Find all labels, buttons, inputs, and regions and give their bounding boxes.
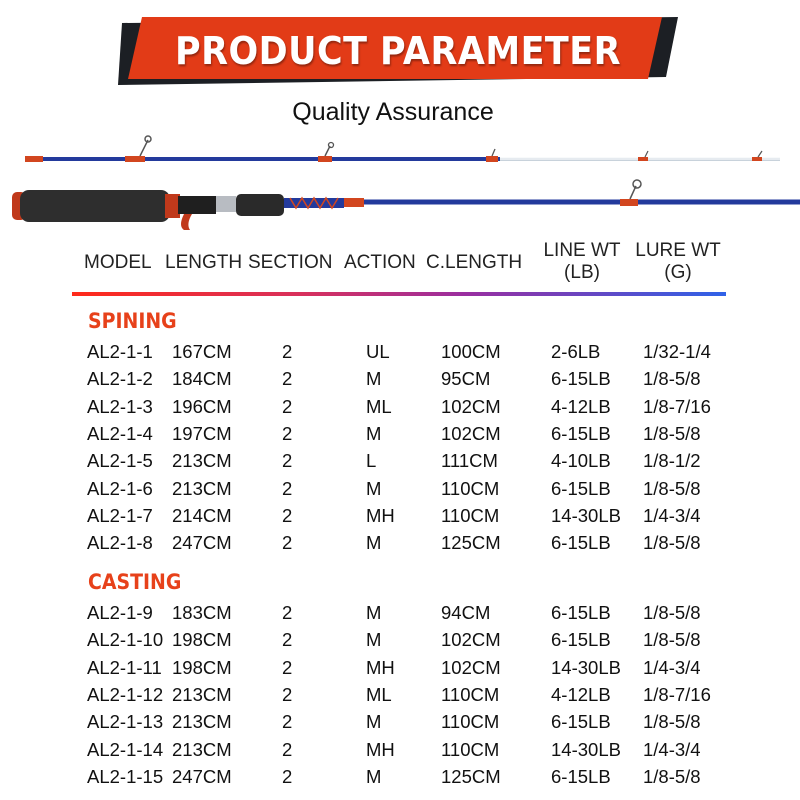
cell-model: AL2-1-11 <box>87 656 162 678</box>
cell-lure-wt: 1/4-3/4 <box>643 504 701 526</box>
section-title-casting: CASTING <box>88 570 182 594</box>
cell-model: AL2-1-1 <box>87 341 153 362</box>
cell-line-wt: 6-15LB <box>551 602 611 623</box>
cell-model: AL2-1-12 <box>87 683 164 705</box>
cell-clength: 102CM <box>441 422 501 444</box>
cell-lure-wt: 1/8-5/8 <box>643 765 701 787</box>
cell-model: AL2-1-8 <box>87 532 153 554</box>
cell-action: MH <box>366 738 395 760</box>
cell-line-wt: 14-30LB <box>551 738 621 760</box>
table-row <box>0 368 800 395</box>
lure-wt-label: LURE WT <box>635 240 721 261</box>
cell-line-wt: 14-30LB <box>551 656 621 678</box>
cell-section: 2 <box>282 738 293 760</box>
cell-lure-wt: 1/8-5/8 <box>643 477 701 499</box>
cell-lure-wt: 1/8-1/2 <box>643 450 701 472</box>
cell-section: 2 <box>282 477 293 499</box>
cell-clength: 102CM <box>441 629 501 651</box>
cell-line-wt: 14-30LB <box>551 504 621 526</box>
cell-line-wt: 6-15LB <box>551 711 611 733</box>
cell-length: 247CM <box>172 532 232 554</box>
cell-action: M <box>366 422 382 444</box>
cell-length: 167CM <box>172 341 232 362</box>
cell-lure-wt: 1/8-5/8 <box>643 629 701 651</box>
cell-section: 2 <box>282 504 293 526</box>
cell-length: 213CM <box>172 477 232 499</box>
column-header-line-wt <box>536 240 628 284</box>
cell-action: M <box>366 368 382 390</box>
cell-model: AL2-1-7 <box>87 504 153 526</box>
cell-lure-wt: 1/8-5/8 <box>643 368 701 390</box>
cell-lure-wt: 1/32-1/4 <box>643 341 711 362</box>
cell-length: 213CM <box>172 683 232 705</box>
cell-model: AL2-1-4 <box>87 422 153 444</box>
cell-line-wt: 4-12LB <box>551 683 611 705</box>
table-row <box>0 505 800 532</box>
header-divider <box>72 292 726 296</box>
cell-action: M <box>366 711 382 733</box>
fishing-rod-illustration <box>0 130 800 230</box>
cell-clength: 102CM <box>441 395 501 417</box>
cell-section: 2 <box>282 450 293 472</box>
cell-clength: 110CM <box>441 738 500 760</box>
cell-length: 213CM <box>172 738 232 760</box>
cell-line-wt: 4-10LB <box>551 450 611 472</box>
cell-section: 2 <box>282 629 293 651</box>
cell-section: 2 <box>282 602 293 623</box>
rod-tip-section <box>25 136 780 162</box>
cell-action: M <box>366 629 382 651</box>
cell-length: 213CM <box>172 711 232 733</box>
table-row <box>0 602 800 629</box>
table-row <box>0 532 800 559</box>
column-header-model: MODEL <box>84 252 152 273</box>
cell-section: 2 <box>282 532 293 554</box>
table-row <box>0 629 800 656</box>
cell-section: 2 <box>282 683 293 705</box>
cell-model: AL2-1-9 <box>87 602 153 623</box>
cell-line-wt: 6-15LB <box>551 368 611 390</box>
cell-line-wt: 6-15LB <box>551 422 611 444</box>
column-header-lure-wt <box>632 240 724 284</box>
column-header-action: ACTION <box>344 252 416 273</box>
cell-action: M <box>366 602 382 623</box>
cell-section: 2 <box>282 765 293 787</box>
cell-section: 2 <box>282 711 293 733</box>
cell-length: 214CM <box>172 504 232 526</box>
cell-lure-wt: 1/4-3/4 <box>643 656 701 678</box>
cell-line-wt: 6-15LB <box>551 477 611 499</box>
cell-line-wt: 6-15LB <box>551 765 611 787</box>
cell-line-wt: 6-15LB <box>551 532 611 554</box>
lure-wt-unit: (G) <box>664 262 692 283</box>
cell-action: M <box>366 477 382 499</box>
cell-model: AL2-1-6 <box>87 477 153 499</box>
line-wt-unit: (LB) <box>564 262 600 283</box>
banner-title: PRODUCT PARAMETER <box>175 29 621 73</box>
table-row <box>0 396 800 423</box>
column-header-section: SECTION <box>248 252 333 273</box>
cell-action: UL <box>366 341 390 362</box>
table-row <box>0 450 800 477</box>
table-row <box>0 478 800 505</box>
cell-model: AL2-1-10 <box>87 629 164 651</box>
cell-model: AL2-1-5 <box>87 450 153 472</box>
cell-section: 2 <box>282 422 293 444</box>
cell-length: 183CM <box>172 602 232 623</box>
cell-clength: 111CM <box>441 450 498 472</box>
rod-butt-section <box>12 180 800 230</box>
cell-clength: 110CM <box>441 504 500 526</box>
title-banner <box>118 17 678 85</box>
cell-clength: 125CM <box>441 765 501 787</box>
cell-action: L <box>366 450 377 472</box>
cell-action: ML <box>366 395 392 417</box>
subtitle: Quality Assurance <box>292 98 494 126</box>
cell-length: 184CM <box>172 368 232 390</box>
cell-lure-wt: 1/8-5/8 <box>643 711 701 733</box>
line-wt-label: LINE WT <box>543 240 621 261</box>
cell-model: AL2-1-3 <box>87 395 153 417</box>
cell-clength: 102CM <box>441 656 501 678</box>
cell-line-wt: 6-15LB <box>551 629 611 651</box>
cell-lure-wt: 1/8-7/16 <box>643 395 711 417</box>
cell-model: AL2-1-2 <box>87 368 153 390</box>
cell-clength: 95CM <box>441 368 491 390</box>
column-header-clength: C.LENGTH <box>426 252 523 273</box>
cell-length: 213CM <box>172 450 232 472</box>
column-header-length: LENGTH <box>165 252 243 273</box>
cell-line-wt: 2-6LB <box>551 341 601 362</box>
cell-clength: 100CM <box>441 341 501 362</box>
cell-section: 2 <box>282 656 293 678</box>
cell-lure-wt: 1/8-5/8 <box>643 422 701 444</box>
cell-length: 198CM <box>172 656 232 678</box>
table-row <box>0 341 800 368</box>
cell-action: MH <box>366 504 395 526</box>
cell-clength: 110CM <box>441 711 500 733</box>
table-row <box>0 739 800 766</box>
cell-section: 2 <box>282 395 293 417</box>
cell-section: 2 <box>282 341 293 362</box>
cell-action: ML <box>366 683 392 705</box>
cell-lure-wt: 1/8-5/8 <box>643 532 701 554</box>
cell-length: 247CM <box>172 765 232 787</box>
cell-model: AL2-1-13 <box>87 711 164 733</box>
cell-section: 2 <box>282 368 293 390</box>
cell-line-wt: 4-12LB <box>551 395 611 417</box>
cell-lure-wt: 1/8-5/8 <box>643 602 701 623</box>
cell-action: MH <box>366 656 395 678</box>
cell-length: 196CM <box>172 395 232 417</box>
cell-length: 197CM <box>172 422 232 444</box>
cell-action: M <box>366 532 382 554</box>
table-row <box>0 684 800 711</box>
cell-clength: 94CM <box>441 602 491 623</box>
cell-length: 198CM <box>172 629 232 651</box>
table-row <box>0 711 800 738</box>
table-row <box>0 766 800 793</box>
cell-clength: 125CM <box>441 532 501 554</box>
cell-clength: 110CM <box>441 477 500 499</box>
cell-lure-wt: 1/8-7/16 <box>643 683 711 705</box>
cell-action: M <box>366 765 382 787</box>
cell-model: AL2-1-15 <box>87 765 164 787</box>
table-row <box>0 423 800 450</box>
cell-model: AL2-1-14 <box>87 738 164 760</box>
section-title-spining: SPINING <box>88 309 177 333</box>
cell-clength: 110CM <box>441 683 500 705</box>
table-row <box>0 657 800 684</box>
cell-lure-wt: 1/4-3/4 <box>643 738 701 760</box>
